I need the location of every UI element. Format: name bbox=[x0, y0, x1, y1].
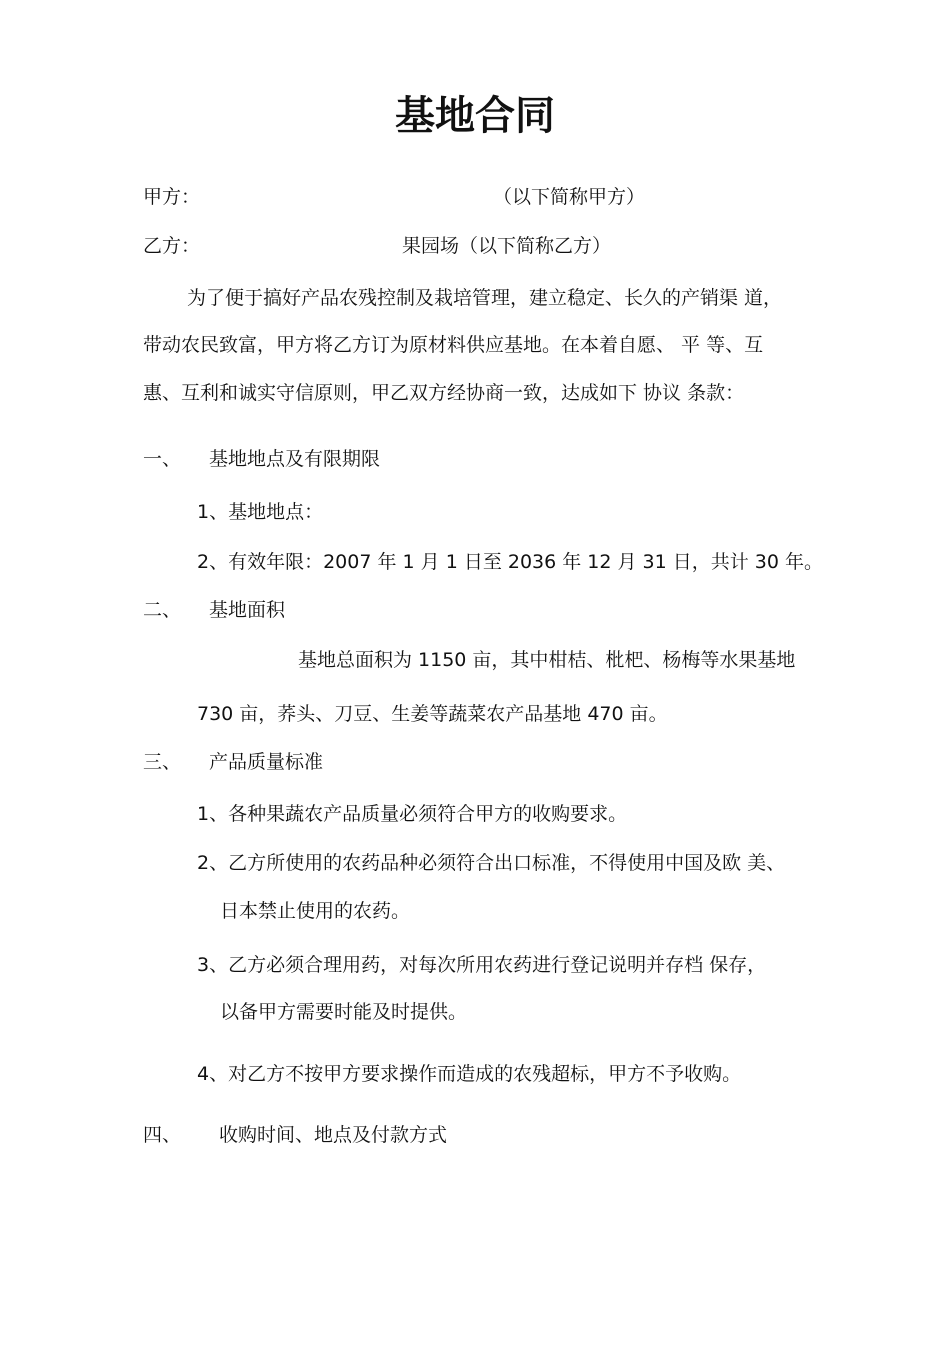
section-3-item-2: 2、乙方所使用的农药品种必须符合出口标准，不得使用中国及欧 美、 bbox=[197, 852, 786, 874]
section-3-heading: 产品质量标准 bbox=[209, 751, 324, 773]
section-1-item-2: 2、有效年限：2007 年 1 月 1 日至 2036 年 12 月 31 日，共计 30 年。 bbox=[197, 551, 824, 573]
party-a-suffix: （以下简称甲方） bbox=[493, 186, 646, 208]
party-b-suffix: 果园场（以下简称乙方） bbox=[402, 235, 612, 257]
intro-line-3: 惠、互利和诚实守信原则，甲乙双方经协商一致，达成如下 协议 条款： bbox=[143, 382, 745, 404]
section-4-number: 四、 bbox=[143, 1124, 182, 1146]
section-4-heading: 收购时间、地点及付款方式 bbox=[219, 1124, 448, 1146]
section-3-item-3-cont: 以备甲方需要时能及时提供。 bbox=[220, 1001, 468, 1023]
section-2-number: 二、 bbox=[143, 599, 182, 621]
section-2-heading: 基地面积 bbox=[209, 599, 286, 621]
section-3-item-3: 3、乙方必须合理用药，对每次所用农药进行登记说明并存档 保存， bbox=[197, 954, 767, 976]
section-1-item-1: 1、基地地点： bbox=[197, 501, 324, 523]
party-b-label: 乙方： bbox=[143, 235, 201, 257]
section-3-item-1: 1、各种果蔬农产品质量必须符合甲方的收购要求。 bbox=[197, 803, 628, 825]
document-title: 基地合同 bbox=[395, 93, 555, 139]
section-2-line-2: 730 亩，荞头、刀豆、生姜等蔬菜农产品基地 470 亩。 bbox=[197, 703, 668, 725]
section-3-item-4: 4、对乙方不按甲方要求操作而造成的农残超标，甲方不予收购。 bbox=[197, 1063, 742, 1085]
section-2-line-1: 基地总面积为 1150 亩，其中柑桔、枇杷、杨梅等水果基地 bbox=[298, 649, 796, 671]
intro-line-1: 为了便于搞好产品农残控制及栽培管理，建立稳定、长久的产销渠 道， bbox=[187, 287, 783, 309]
intro-line-2: 带动农民致富，甲方将乙方订为原材料供应基地。在本着自愿、 平 等、互 bbox=[143, 334, 764, 356]
section-3-item-2-cont: 日本禁止使用的农药。 bbox=[220, 900, 411, 922]
party-a-label: 甲方： bbox=[143, 186, 201, 208]
section-1-number: 一、 bbox=[143, 448, 182, 470]
section-3-number: 三、 bbox=[143, 751, 182, 773]
section-1-heading: 基地地点及有限期限 bbox=[209, 448, 381, 470]
